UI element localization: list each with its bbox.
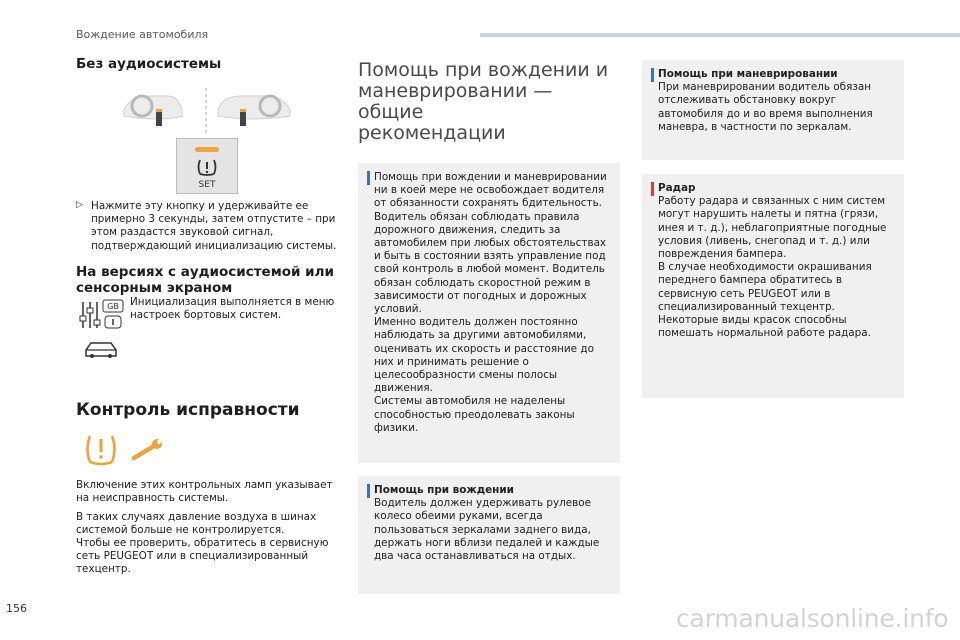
page-number: 156 bbox=[6, 602, 27, 615]
info-stripe-icon bbox=[367, 171, 370, 185]
info-stripe-icon bbox=[367, 484, 370, 498]
set-button-label: SET bbox=[198, 180, 216, 190]
maneuvering-assist-text: При маневрировании водитель обязан отслеживать обстановку вокруг автомобиля до и во время выполнения маневра, в частности по зеркалам. bbox=[658, 81, 873, 133]
check-para1: Включение этих контрольных ламп указывает на неисправность системы. bbox=[76, 479, 333, 505]
driving-assist-title: Помощь при вождении bbox=[374, 484, 514, 496]
radar-p1: Работу радара и связанных с ним систем могут нарушить налеты и пятна (грязи, инея и т. д.), неблагоприятные погодные условия (ливень, снегопад и т. д.) или повреждения бампера. bbox=[658, 195, 887, 261]
tyre-pressure-warning-icon bbox=[88, 436, 115, 464]
middle-section-title bbox=[358, 60, 620, 144]
steering-wheel-right-illustration bbox=[218, 96, 290, 126]
steering-wheel-left-illustration bbox=[124, 96, 182, 126]
dashboard-illustration bbox=[122, 88, 292, 134]
warning-stripe-icon bbox=[651, 182, 654, 196]
settings-sliders-icon bbox=[80, 302, 100, 328]
settings-menu-icons bbox=[78, 298, 126, 364]
info-icon bbox=[105, 316, 121, 328]
with-audio-title-line2: сенсорным экраном bbox=[76, 280, 233, 296]
left-column bbox=[76, 56, 342, 72]
middle-title-line3: рекомендации bbox=[358, 122, 506, 144]
set-button-instruction bbox=[76, 200, 346, 253]
indicator-light-strip bbox=[195, 147, 219, 152]
with-audio-heading bbox=[76, 264, 346, 296]
recommendation-p3: Именно водитель должен постоянно наблюдать за другими автомобилями, оценивать их скорость и расстояние до них и принимать решение о целесообразности смены полосы движения. bbox=[374, 316, 594, 395]
wrench-service-icon bbox=[134, 439, 162, 458]
watermark-text: carmanualsonline.info bbox=[676, 604, 949, 633]
general-recommendations-box bbox=[358, 163, 620, 463]
bullet-arrow-icon: ▷ bbox=[76, 200, 83, 210]
radar-title: Радар bbox=[658, 182, 696, 194]
header-accent-bar bbox=[480, 33, 960, 37]
recommendation-p1: Помощь при вождении и маневрировании ни в коей мере не освобождает водителя от обязанности сохранять бдительность. bbox=[374, 171, 607, 210]
radar-warning-box bbox=[642, 174, 904, 398]
section-title-no-audio: Без аудиосистемы bbox=[76, 56, 222, 72]
check-para2-line2: Чтобы ее проверить, обратитесь в сервисную сеть PEUGEOT или в специализированный техцентр. bbox=[76, 537, 329, 576]
maneuvering-assist-title: Помощь при маневрировании bbox=[658, 68, 838, 80]
tyre-pressure-icon bbox=[196, 157, 218, 177]
set-button-illustration bbox=[176, 138, 238, 194]
svg-text:GB: GB bbox=[107, 302, 119, 311]
middle-title-line1: Помощь при вождении и bbox=[358, 59, 609, 81]
middle-title-line2: маневрировании — общие bbox=[358, 80, 553, 123]
radar-p2: В случае необходимости окрашивания переднего бампера обратитесь в сервисную сеть PEUGEOT или в специализированный техцентр. Некоторые виды красок способны помешать нормальной работе радара. bbox=[658, 261, 872, 340]
info-stripe-icon bbox=[651, 68, 654, 82]
car-icon bbox=[86, 343, 116, 358]
recommendation-p4: Системы автомобиля не наделены способностью преодолевать законы физики. bbox=[374, 395, 575, 434]
maneuvering-assist-box bbox=[642, 60, 904, 160]
driving-assist-text: Водитель должен удерживать рулевое колесо обеими руками, всегда пользоваться зеркалами заднего вида, держать ноги вблизи педалей и каждые два часа останавливаться на отдых. bbox=[374, 497, 600, 563]
warning-lamps bbox=[84, 432, 174, 470]
page-header-title: Вождение автомобиля bbox=[76, 28, 209, 41]
driving-assist-box bbox=[358, 476, 620, 594]
with-audio-text: Инициализация выполняется в меню настроек бортовых систем. bbox=[130, 296, 335, 322]
with-audio-title-line1: На версиях с аудиосистемой или bbox=[76, 264, 334, 280]
section-title-check: Контроль исправности bbox=[76, 400, 300, 420]
set-instruction-text: Нажмите эту кнопку и удерживайте ее примерно 3 секунды, затем отпустите – при этом раздастся звуковой сигнал, подтверждающий инициализацию системы. bbox=[91, 200, 337, 252]
gb-badge-icon bbox=[103, 300, 123, 312]
recommendation-p2: Водитель обязан соблюдать правила дорожного движения, следить за автомобилем при любых обстоятельствах и быть в состоянии взять управление под свой контроль в любой момент. Водитель обязан соблюдать скоростной режим в зависимости от погодных и дорожных условий. bbox=[374, 210, 607, 316]
check-para2-line1: В таких случаях давление воздуха в шинах системой больше не контролируется. bbox=[76, 511, 317, 537]
